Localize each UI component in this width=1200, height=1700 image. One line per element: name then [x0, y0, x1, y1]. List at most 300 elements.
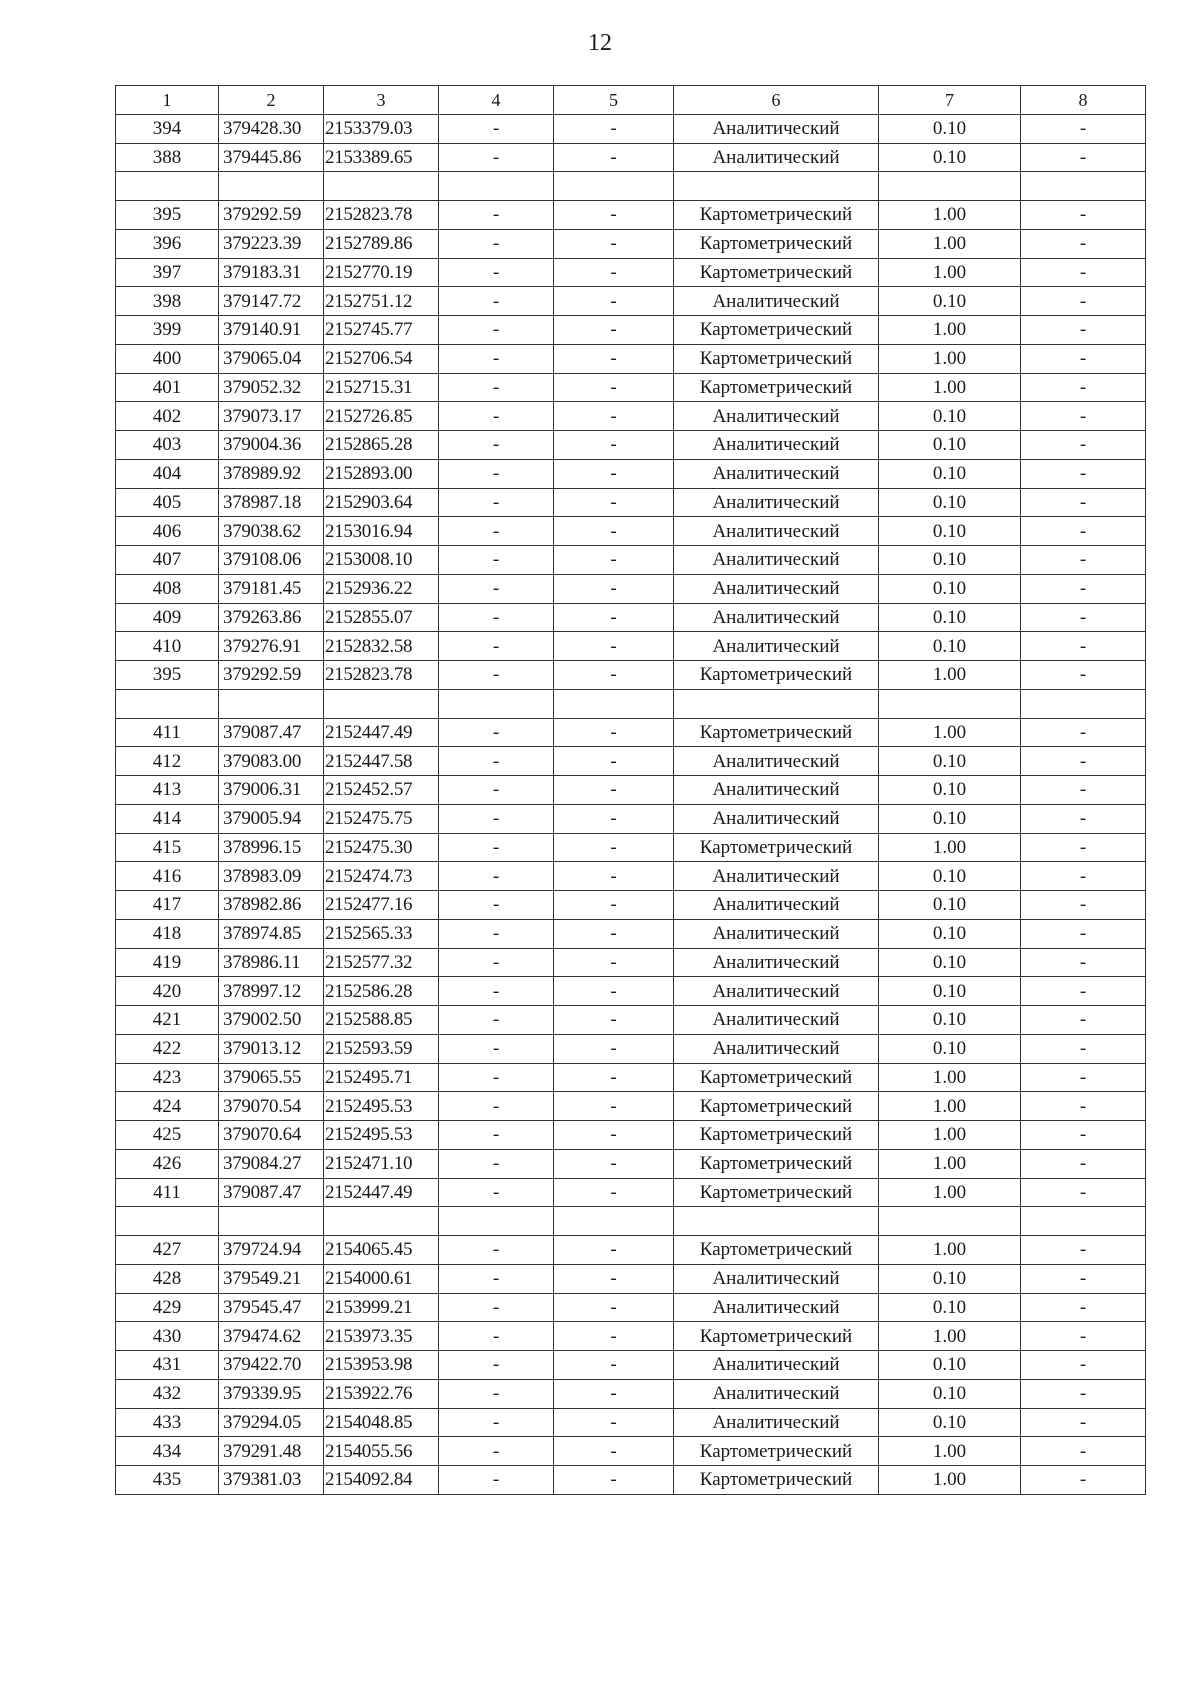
point-number-cell: 434: [116, 1437, 219, 1466]
point-number-cell: 432: [116, 1379, 219, 1408]
method-cell: Картометрический: [674, 258, 879, 287]
point-number-cell: 418: [116, 919, 219, 948]
column-8-cell: -: [1021, 776, 1146, 805]
column-4-cell: -: [439, 201, 554, 230]
y-coordinate-cell: 2152903.64: [324, 488, 439, 517]
column-8-cell: -: [1021, 229, 1146, 258]
column-header: 6: [674, 86, 879, 115]
accuracy-cell: 0.10: [879, 776, 1021, 805]
column-4-cell: -: [439, 977, 554, 1006]
table-row: [116, 373, 1146, 402]
x-coordinate-cell: 379428.30: [219, 114, 324, 143]
column-5-cell: -: [554, 258, 674, 287]
x-coordinate-cell: 379422.70: [219, 1351, 324, 1380]
coordinates-table: [115, 85, 1146, 1495]
column-5-cell: [554, 689, 674, 718]
accuracy-cell: 0.10: [879, 977, 1021, 1006]
column-4-cell: -: [439, 574, 554, 603]
method-cell: Картометрический: [674, 1121, 879, 1150]
x-coordinate-cell: 379545.47: [219, 1293, 324, 1322]
accuracy-cell: 1.00: [879, 1063, 1021, 1092]
table-row: [116, 1351, 1146, 1380]
accuracy-cell: 1.00: [879, 1466, 1021, 1495]
x-coordinate-cell: 378974.85: [219, 919, 324, 948]
column-8-cell: -: [1021, 431, 1146, 460]
point-number-cell: 415: [116, 833, 219, 862]
table-row: [116, 488, 1146, 517]
column-5-cell: -: [554, 344, 674, 373]
point-number-cell: 399: [116, 316, 219, 345]
table-row: [116, 804, 1146, 833]
accuracy-cell: 1.00: [879, 1322, 1021, 1351]
column-header: 1: [116, 86, 219, 115]
x-coordinate-cell: 379083.00: [219, 747, 324, 776]
y-coordinate-cell: 2152832.58: [324, 632, 439, 661]
column-header: 8: [1021, 86, 1146, 115]
y-coordinate-cell: 2152452.57: [324, 776, 439, 805]
column-4-cell: -: [439, 862, 554, 891]
y-coordinate-cell: 2152474.73: [324, 862, 439, 891]
column-4-cell: -: [439, 1293, 554, 1322]
accuracy-cell: 1.00: [879, 1178, 1021, 1207]
column-header: 4: [439, 86, 554, 115]
method-cell: Аналитический: [674, 804, 879, 833]
column-5-cell: -: [554, 316, 674, 345]
column-5-cell: -: [554, 402, 674, 431]
column-5-cell: -: [554, 1236, 674, 1265]
point-number-cell: 411: [116, 1178, 219, 1207]
table-row: [116, 776, 1146, 805]
column-5-cell: -: [554, 977, 674, 1006]
table-row: [116, 229, 1146, 258]
method-cell: Аналитический: [674, 1006, 879, 1035]
point-number-cell: 402: [116, 402, 219, 431]
column-4-cell: -: [439, 891, 554, 920]
column-4-cell: -: [439, 1408, 554, 1437]
point-number-cell: 400: [116, 344, 219, 373]
accuracy-cell: 0.10: [879, 517, 1021, 546]
x-coordinate-cell: 379381.03: [219, 1466, 324, 1495]
column-8-cell: -: [1021, 977, 1146, 1006]
column-4-cell: [439, 172, 554, 201]
y-coordinate-cell: [324, 689, 439, 718]
column-8-cell: -: [1021, 1264, 1146, 1293]
point-number-cell: 404: [116, 459, 219, 488]
column-8-cell: -: [1021, 1466, 1146, 1495]
point-number-cell: 427: [116, 1236, 219, 1265]
method-cell: Аналитический: [674, 488, 879, 517]
column-5-cell: -: [554, 488, 674, 517]
x-coordinate-cell: 379065.04: [219, 344, 324, 373]
y-coordinate-cell: 2153379.03: [324, 114, 439, 143]
column-4-cell: -: [439, 747, 554, 776]
column-5-cell: -: [554, 948, 674, 977]
column-8-cell: -: [1021, 747, 1146, 776]
point-number-cell: 411: [116, 718, 219, 747]
method-cell: Аналитический: [674, 948, 879, 977]
column-8-cell: -: [1021, 344, 1146, 373]
accuracy-cell: 1.00: [879, 1149, 1021, 1178]
x-coordinate-cell: 379004.36: [219, 431, 324, 460]
point-number-cell: 396: [116, 229, 219, 258]
column-8-cell: -: [1021, 546, 1146, 575]
x-coordinate-cell: 379087.47: [219, 718, 324, 747]
column-8-cell: -: [1021, 1034, 1146, 1063]
column-4-cell: -: [439, 229, 554, 258]
y-coordinate-cell: 2152495.53: [324, 1121, 439, 1150]
method-cell: Аналитический: [674, 1293, 879, 1322]
column-5-cell: -: [554, 459, 674, 488]
accuracy-cell: 0.10: [879, 546, 1021, 575]
method-cell: Картометрический: [674, 1092, 879, 1121]
column-8-cell: -: [1021, 574, 1146, 603]
accuracy-cell: 0.10: [879, 1264, 1021, 1293]
method-cell: Картометрический: [674, 833, 879, 862]
method-cell: Картометрический: [674, 1236, 879, 1265]
y-coordinate-cell: 2152789.86: [324, 229, 439, 258]
accuracy-cell: 1.00: [879, 373, 1021, 402]
column-8-cell: -: [1021, 1293, 1146, 1322]
point-number-cell: 422: [116, 1034, 219, 1063]
column-4-cell: -: [439, 1149, 554, 1178]
method-cell: Аналитический: [674, 977, 879, 1006]
accuracy-cell: 0.10: [879, 459, 1021, 488]
accuracy-cell: 1.00: [879, 1121, 1021, 1150]
table-row: [116, 1322, 1146, 1351]
y-coordinate-cell: 2153008.10: [324, 546, 439, 575]
point-number-cell: 409: [116, 603, 219, 632]
method-cell: Аналитический: [674, 919, 879, 948]
column-header: 2: [219, 86, 324, 115]
column-5-cell: -: [554, 1351, 674, 1380]
table-row: [116, 1379, 1146, 1408]
method-cell: Аналитический: [674, 459, 879, 488]
accuracy-cell: 0.10: [879, 402, 1021, 431]
x-coordinate-cell: 378987.18: [219, 488, 324, 517]
table-row: [116, 1408, 1146, 1437]
x-coordinate-cell: 379291.48: [219, 1437, 324, 1466]
method-cell: Аналитический: [674, 862, 879, 891]
method-cell: Аналитический: [674, 891, 879, 920]
y-coordinate-cell: [324, 172, 439, 201]
y-coordinate-cell: 2154092.84: [324, 1466, 439, 1495]
method-cell: Картометрический: [674, 1437, 879, 1466]
table-row: [116, 316, 1146, 345]
table-row: [116, 977, 1146, 1006]
accuracy-cell: 1.00: [879, 1236, 1021, 1265]
column-4-cell: -: [439, 1034, 554, 1063]
column-4-cell: -: [439, 1178, 554, 1207]
x-coordinate-cell: 379084.27: [219, 1149, 324, 1178]
method-cell: Аналитический: [674, 603, 879, 632]
column-8-cell: -: [1021, 1408, 1146, 1437]
column-4-cell: -: [439, 1092, 554, 1121]
table-row: [116, 258, 1146, 287]
accuracy-cell: 0.10: [879, 1006, 1021, 1035]
column-4-cell: -: [439, 776, 554, 805]
column-5-cell: -: [554, 1092, 674, 1121]
x-coordinate-cell: 378983.09: [219, 862, 324, 891]
column-5-cell: -: [554, 1178, 674, 1207]
column-5-cell: -: [554, 1437, 674, 1466]
table-row: [116, 747, 1146, 776]
column-8-cell: -: [1021, 402, 1146, 431]
y-coordinate-cell: 2152588.85: [324, 1006, 439, 1035]
accuracy-cell: 0.10: [879, 603, 1021, 632]
x-coordinate-cell: 379108.06: [219, 546, 324, 575]
method-cell: [674, 172, 879, 201]
column-8-cell: -: [1021, 517, 1146, 546]
accuracy-cell: 0.10: [879, 891, 1021, 920]
column-5-cell: -: [554, 1121, 674, 1150]
column-8-cell: -: [1021, 919, 1146, 948]
table-row: [116, 143, 1146, 172]
method-cell: Аналитический: [674, 546, 879, 575]
x-coordinate-cell: 379339.95: [219, 1379, 324, 1408]
point-number-cell: 403: [116, 431, 219, 460]
accuracy-cell: 0.10: [879, 1351, 1021, 1380]
column-4-cell: -: [439, 718, 554, 747]
point-number-cell: [116, 1207, 219, 1236]
column-5-cell: -: [554, 747, 674, 776]
point-number-cell: 388: [116, 143, 219, 172]
point-number-cell: 401: [116, 373, 219, 402]
point-number-cell: 405: [116, 488, 219, 517]
y-coordinate-cell: 2154048.85: [324, 1408, 439, 1437]
x-coordinate-cell: 379223.39: [219, 229, 324, 258]
y-coordinate-cell: 2154000.61: [324, 1264, 439, 1293]
point-number-cell: 435: [116, 1466, 219, 1495]
column-5-cell: -: [554, 1379, 674, 1408]
accuracy-cell: 1.00: [879, 661, 1021, 690]
y-coordinate-cell: 2152475.30: [324, 833, 439, 862]
column-4-cell: -: [439, 459, 554, 488]
table-row: [116, 1293, 1146, 1322]
table-row: [116, 1063, 1146, 1092]
column-8-cell: -: [1021, 459, 1146, 488]
point-number-cell: 420: [116, 977, 219, 1006]
method-cell: Аналитический: [674, 287, 879, 316]
column-8-cell: -: [1021, 114, 1146, 143]
x-coordinate-cell: 379294.05: [219, 1408, 324, 1437]
column-8-cell: -: [1021, 488, 1146, 517]
point-number-cell: 407: [116, 546, 219, 575]
point-number-cell: 426: [116, 1149, 219, 1178]
column-8-cell: [1021, 172, 1146, 201]
column-4-cell: -: [439, 287, 554, 316]
column-5-cell: -: [554, 1466, 674, 1495]
y-coordinate-cell: 2152447.49: [324, 718, 439, 747]
column-4-cell: [439, 689, 554, 718]
table-row: [116, 948, 1146, 977]
point-number-cell: 428: [116, 1264, 219, 1293]
column-4-cell: -: [439, 373, 554, 402]
column-5-cell: -: [554, 1063, 674, 1092]
x-coordinate-cell: 379006.31: [219, 776, 324, 805]
column-4-cell: -: [439, 948, 554, 977]
y-coordinate-cell: [324, 1207, 439, 1236]
x-coordinate-cell: 379276.91: [219, 632, 324, 661]
y-coordinate-cell: 2152855.07: [324, 603, 439, 632]
column-5-cell: -: [554, 517, 674, 546]
column-4-cell: -: [439, 258, 554, 287]
method-cell: Аналитический: [674, 747, 879, 776]
y-coordinate-cell: 2152715.31: [324, 373, 439, 402]
method-cell: Аналитический: [674, 517, 879, 546]
column-5-cell: -: [554, 603, 674, 632]
column-5-cell: [554, 172, 674, 201]
column-8-cell: [1021, 1207, 1146, 1236]
method-cell: Аналитический: [674, 1379, 879, 1408]
column-5-cell: -: [554, 287, 674, 316]
column-5-cell: -: [554, 546, 674, 575]
method-cell: Картометрический: [674, 1063, 879, 1092]
column-4-cell: -: [439, 1322, 554, 1351]
y-coordinate-cell: 2152565.33: [324, 919, 439, 948]
table-row: [116, 661, 1146, 690]
accuracy-cell: 1.00: [879, 1437, 1021, 1466]
accuracy-cell: 1.00: [879, 258, 1021, 287]
point-number-cell: 431: [116, 1351, 219, 1380]
method-cell: Картометрический: [674, 1466, 879, 1495]
point-number-cell: 421: [116, 1006, 219, 1035]
method-cell: Аналитический: [674, 1351, 879, 1380]
column-4-cell: -: [439, 316, 554, 345]
column-5-cell: -: [554, 574, 674, 603]
x-coordinate-cell: 378996.15: [219, 833, 324, 862]
column-5-cell: -: [554, 919, 674, 948]
table-row: [116, 1466, 1146, 1495]
accuracy-cell: 1.00: [879, 344, 1021, 373]
column-4-cell: -: [439, 1351, 554, 1380]
y-coordinate-cell: 2152447.49: [324, 1178, 439, 1207]
y-coordinate-cell: 2152823.78: [324, 201, 439, 230]
method-cell: Картометрический: [674, 344, 879, 373]
y-coordinate-cell: 2153922.76: [324, 1379, 439, 1408]
table-row: [116, 344, 1146, 373]
x-coordinate-cell: 379292.59: [219, 661, 324, 690]
point-number-cell: 408: [116, 574, 219, 603]
point-number-cell: 419: [116, 948, 219, 977]
x-coordinate-cell: 378997.12: [219, 977, 324, 1006]
column-8-cell: -: [1021, 1437, 1146, 1466]
x-coordinate-cell: 379070.54: [219, 1092, 324, 1121]
column-4-cell: -: [439, 632, 554, 661]
column-4-cell: -: [439, 488, 554, 517]
column-8-cell: -: [1021, 1379, 1146, 1408]
column-8-cell: -: [1021, 891, 1146, 920]
method-cell: Картометрический: [674, 661, 879, 690]
column-8-cell: -: [1021, 1121, 1146, 1150]
column-4-cell: [439, 1207, 554, 1236]
accuracy-cell: 1.00: [879, 316, 1021, 345]
accuracy-cell: 0.10: [879, 919, 1021, 948]
x-coordinate-cell: 378986.11: [219, 948, 324, 977]
method-cell: Аналитический: [674, 574, 879, 603]
column-5-cell: -: [554, 1006, 674, 1035]
table-row: [116, 919, 1146, 948]
table-row: [116, 517, 1146, 546]
column-4-cell: -: [439, 603, 554, 632]
table-row: [116, 1207, 1146, 1236]
point-number-cell: 410: [116, 632, 219, 661]
x-coordinate-cell: 379183.31: [219, 258, 324, 287]
column-4-cell: -: [439, 833, 554, 862]
point-number-cell: 429: [116, 1293, 219, 1322]
x-coordinate-cell: 379087.47: [219, 1178, 324, 1207]
table-row: [116, 689, 1146, 718]
column-4-cell: -: [439, 661, 554, 690]
column-8-cell: -: [1021, 1092, 1146, 1121]
column-8-cell: -: [1021, 143, 1146, 172]
column-8-cell: -: [1021, 718, 1146, 747]
x-coordinate-cell: 379038.62: [219, 517, 324, 546]
y-coordinate-cell: 2152706.54: [324, 344, 439, 373]
table-row: [116, 891, 1146, 920]
accuracy-cell: 0.10: [879, 632, 1021, 661]
method-cell: Аналитический: [674, 776, 879, 805]
table-row: [116, 402, 1146, 431]
x-coordinate-cell: 379181.45: [219, 574, 324, 603]
method-cell: [674, 1207, 879, 1236]
point-number-cell: 398: [116, 287, 219, 316]
x-coordinate-cell: 379073.17: [219, 402, 324, 431]
y-coordinate-cell: 2152593.59: [324, 1034, 439, 1063]
table-row: [116, 1264, 1146, 1293]
point-number-cell: 395: [116, 661, 219, 690]
column-4-cell: -: [439, 1264, 554, 1293]
method-cell: Картометрический: [674, 1178, 879, 1207]
column-5-cell: -: [554, 114, 674, 143]
method-cell: Картометрический: [674, 1149, 879, 1178]
point-number-cell: 395: [116, 201, 219, 230]
column-8-cell: -: [1021, 603, 1146, 632]
point-number-cell: 412: [116, 747, 219, 776]
table-row: [116, 718, 1146, 747]
table-row: [116, 1149, 1146, 1178]
y-coordinate-cell: 2152865.28: [324, 431, 439, 460]
column-8-cell: -: [1021, 1149, 1146, 1178]
column-4-cell: -: [439, 919, 554, 948]
x-coordinate-cell: 378982.86: [219, 891, 324, 920]
table-row: [116, 459, 1146, 488]
column-4-cell: -: [439, 1063, 554, 1092]
x-coordinate-cell: 379013.12: [219, 1034, 324, 1063]
column-5-cell: -: [554, 776, 674, 805]
column-4-cell: -: [439, 517, 554, 546]
table-header-row: [116, 86, 1146, 115]
accuracy-cell: 0.10: [879, 488, 1021, 517]
accuracy-cell: 1.00: [879, 201, 1021, 230]
y-coordinate-cell: 2153973.35: [324, 1322, 439, 1351]
column-8-cell: -: [1021, 1178, 1146, 1207]
column-4-cell: -: [439, 402, 554, 431]
point-number-cell: 430: [116, 1322, 219, 1351]
point-number-cell: 425: [116, 1121, 219, 1150]
column-5-cell: [554, 1207, 674, 1236]
column-4-cell: -: [439, 546, 554, 575]
column-5-cell: -: [554, 1293, 674, 1322]
method-cell: Аналитический: [674, 431, 879, 460]
column-8-cell: -: [1021, 804, 1146, 833]
method-cell: Картометрический: [674, 229, 879, 258]
column-5-cell: -: [554, 373, 674, 402]
point-number-cell: 433: [116, 1408, 219, 1437]
column-header: 7: [879, 86, 1021, 115]
column-4-cell: -: [439, 1466, 554, 1495]
x-coordinate-cell: 379005.94: [219, 804, 324, 833]
column-8-cell: -: [1021, 632, 1146, 661]
